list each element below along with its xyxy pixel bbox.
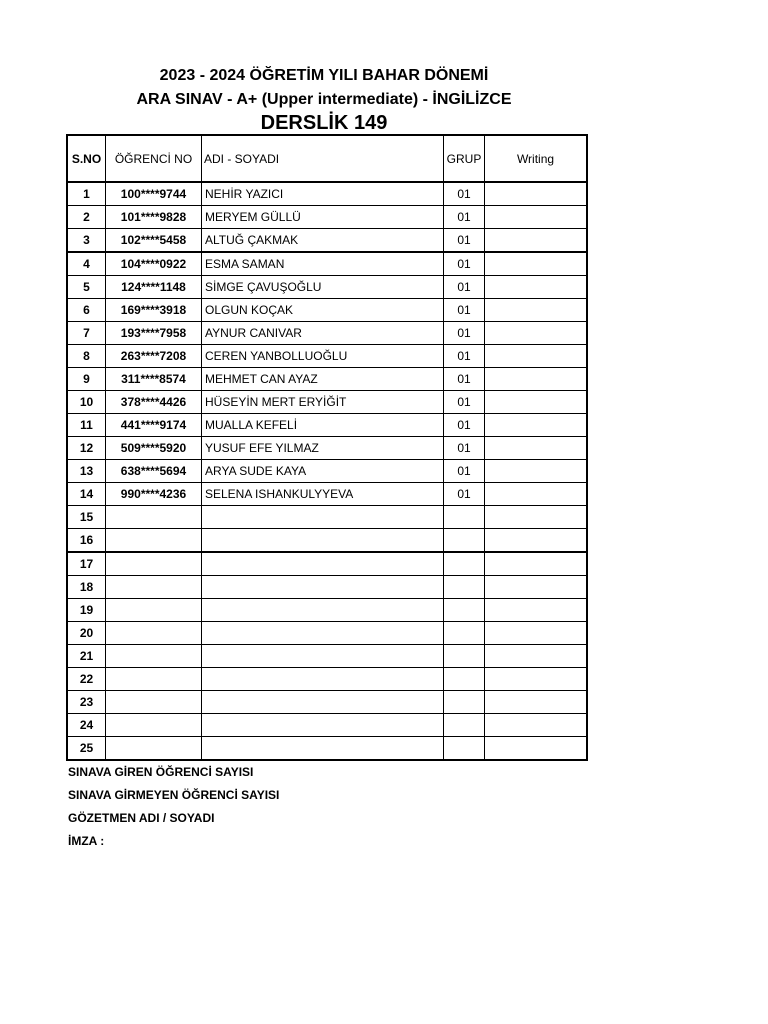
table-row [67, 206, 587, 229]
cell-sno: 7 [67, 322, 106, 345]
cell-student-no: 311****8574 [106, 368, 202, 391]
cell-sno: 4 [67, 252, 106, 276]
table-row [67, 668, 587, 691]
cell-group: 01 [444, 229, 485, 253]
cell-writing-score [485, 737, 588, 761]
table-row [67, 552, 587, 576]
cell-sno: 11 [67, 414, 106, 437]
cell-sno: 9 [67, 368, 106, 391]
cell-writing-score [485, 529, 588, 553]
cell-sno: 3 [67, 229, 106, 253]
cell-group: 01 [444, 182, 485, 206]
cell-sno: 13 [67, 460, 106, 483]
cell-group: 01 [444, 252, 485, 276]
cell-writing-score [485, 668, 588, 691]
cell-student-name: MEHMET CAN AYAZ [202, 368, 444, 391]
table-row [67, 368, 587, 391]
cell-student-name [202, 737, 444, 761]
term-title: 2023 - 2024 ÖĞRETİM YILI BAHAR DÖNEMİ [159, 67, 489, 84]
cell-student-no: 124****1148 [106, 276, 202, 299]
cell-student-name [202, 622, 444, 645]
signature-label: İMZA : [68, 834, 105, 848]
cell-group: 01 [444, 437, 485, 460]
cell-sno: 21 [67, 645, 106, 668]
cell-sno: 22 [67, 668, 106, 691]
cell-student-name [202, 552, 444, 576]
table-row [67, 414, 587, 437]
column-header-group: GRUP [444, 135, 485, 182]
cell-student-name: CEREN YANBOLLUOĞLU [202, 345, 444, 368]
cell-writing-score [485, 576, 588, 599]
cell-student-name [202, 668, 444, 691]
table-row [67, 182, 587, 206]
cell-student-no [106, 506, 202, 529]
cell-student-name [202, 714, 444, 737]
table-row [67, 645, 587, 668]
cell-sno: 16 [67, 529, 106, 553]
cell-writing-score [485, 437, 588, 460]
table-row [67, 276, 587, 299]
cell-sno: 17 [67, 552, 106, 576]
cell-student-no [106, 576, 202, 599]
cell-student-no: 193****7958 [106, 322, 202, 345]
cell-writing-score [485, 645, 588, 668]
cell-group: 01 [444, 206, 485, 229]
cell-sno: 23 [67, 691, 106, 714]
table-row [67, 576, 587, 599]
cell-student-name [202, 506, 444, 529]
table-row [67, 437, 587, 460]
cell-writing-score [485, 229, 588, 253]
cell-writing-score [485, 345, 588, 368]
cell-student-name: ALTUĞ ÇAKMAK [202, 229, 444, 253]
table-row [67, 714, 587, 737]
cell-sno: 1 [67, 182, 106, 206]
cell-student-name [202, 529, 444, 553]
cell-group [444, 506, 485, 529]
cell-sno: 12 [67, 437, 106, 460]
cell-sno: 24 [67, 714, 106, 737]
cell-writing-score [485, 276, 588, 299]
cell-group: 01 [444, 299, 485, 322]
cell-student-name [202, 576, 444, 599]
cell-writing-score [485, 368, 588, 391]
cell-writing-score [485, 460, 588, 483]
classroom-title: DERSLİK 149 [260, 112, 388, 134]
cell-student-no: 263****7208 [106, 345, 202, 368]
column-header-student-no: ÖĞRENCİ NO [106, 135, 202, 182]
cell-student-no: 378****4426 [106, 391, 202, 414]
table-row [67, 345, 587, 368]
cell-sno: 5 [67, 276, 106, 299]
column-header-name: ADI - SOYADI [202, 135, 444, 182]
cell-writing-score [485, 599, 588, 622]
table-row [67, 622, 587, 645]
cell-student-name: ARYA SUDE KAYA [202, 460, 444, 483]
cell-student-no: 102****5458 [106, 229, 202, 253]
cell-writing-score [485, 182, 588, 206]
cell-sno: 25 [67, 737, 106, 761]
cell-sno: 2 [67, 206, 106, 229]
cell-student-no [106, 714, 202, 737]
table-row [67, 506, 587, 529]
absent-count-label: SINAVA GİRMEYEN ÖĞRENCİ SAYISI [68, 788, 280, 802]
entered-count-label: SINAVA GİREN ÖĞRENCİ SAYISI [68, 765, 254, 779]
exam-title: ARA SINAV - A+ (Upper intermediate) - İNGİLİZCE [136, 91, 512, 108]
cell-writing-score [485, 622, 588, 645]
cell-student-name [202, 645, 444, 668]
cell-writing-score [485, 206, 588, 229]
cell-group [444, 645, 485, 668]
cell-group [444, 737, 485, 761]
cell-sno: 6 [67, 299, 106, 322]
table-row [67, 483, 587, 506]
cell-student-no: 169****3918 [106, 299, 202, 322]
cell-student-no: 100****9744 [106, 182, 202, 206]
cell-writing-score [485, 414, 588, 437]
cell-student-name: YUSUF EFE YILMAZ [202, 437, 444, 460]
cell-writing-score [485, 391, 588, 414]
cell-group [444, 714, 485, 737]
cell-student-no [106, 737, 202, 761]
cell-group [444, 576, 485, 599]
cell-sno: 15 [67, 506, 106, 529]
cell-group [444, 668, 485, 691]
cell-student-no: 990****4236 [106, 483, 202, 506]
cell-writing-score [485, 483, 588, 506]
cell-student-no: 441****9174 [106, 414, 202, 437]
table-row [67, 322, 587, 345]
cell-student-name [202, 599, 444, 622]
cell-student-name: HÜSEYİN MERT ERYİĞİT [202, 391, 444, 414]
table-row [67, 299, 587, 322]
cell-group: 01 [444, 322, 485, 345]
table-row [67, 737, 587, 761]
cell-group: 01 [444, 414, 485, 437]
cell-sno: 14 [67, 483, 106, 506]
cell-student-no [106, 529, 202, 553]
cell-group: 01 [444, 460, 485, 483]
cell-sno: 18 [67, 576, 106, 599]
cell-writing-score [485, 506, 588, 529]
cell-sno: 8 [67, 345, 106, 368]
cell-student-name: OLGUN KOÇAK [202, 299, 444, 322]
cell-group [444, 599, 485, 622]
cell-student-name [202, 691, 444, 714]
cell-student-name: NEHİR YAZICI [202, 182, 444, 206]
cell-student-no [106, 622, 202, 645]
table-row [67, 691, 587, 714]
cell-student-no [106, 668, 202, 691]
cell-student-no: 101****9828 [106, 206, 202, 229]
cell-student-name: SELENA ISHANKULYYEVA [202, 483, 444, 506]
cell-group: 01 [444, 368, 485, 391]
column-header-sno: S.NO [67, 135, 106, 182]
cell-writing-score [485, 552, 588, 576]
cell-student-name: MUALLA KEFELİ [202, 414, 444, 437]
table-row [67, 599, 587, 622]
column-header-writing: Writing [485, 135, 588, 182]
table-row [67, 529, 587, 553]
cell-sno: 19 [67, 599, 106, 622]
cell-writing-score [485, 299, 588, 322]
cell-student-no: 509****5920 [106, 437, 202, 460]
cell-writing-score [485, 714, 588, 737]
cell-group: 01 [444, 483, 485, 506]
cell-student-no [106, 691, 202, 714]
cell-group: 01 [444, 345, 485, 368]
cell-student-no: 638****5694 [106, 460, 202, 483]
cell-student-name: MERYEM GÜLLÜ [202, 206, 444, 229]
cell-group [444, 622, 485, 645]
cell-group: 01 [444, 391, 485, 414]
table-row [67, 229, 587, 253]
cell-sno: 20 [67, 622, 106, 645]
table-row [67, 460, 587, 483]
cell-student-name: SİMGE ÇAVUŞOĞLU [202, 276, 444, 299]
cell-student-name: AYNUR CANIVAR [202, 322, 444, 345]
student-roster-table [66, 134, 588, 761]
cell-writing-score [485, 691, 588, 714]
cell-writing-score [485, 252, 588, 276]
table-row [67, 391, 587, 414]
cell-student-no [106, 552, 202, 576]
cell-group [444, 691, 485, 714]
cell-group: 01 [444, 276, 485, 299]
cell-student-no [106, 645, 202, 668]
cell-sno: 10 [67, 391, 106, 414]
cell-student-no: 104****0922 [106, 252, 202, 276]
proctor-name-label: GÖZETMEN ADI / SOYADI [68, 811, 215, 825]
cell-group [444, 552, 485, 576]
cell-group [444, 529, 485, 553]
cell-student-no [106, 599, 202, 622]
roster-body [67, 182, 587, 760]
cell-student-name: ESMA SAMAN [202, 252, 444, 276]
cell-writing-score [485, 322, 588, 345]
table-header-row [67, 135, 587, 182]
table-row [67, 252, 587, 276]
